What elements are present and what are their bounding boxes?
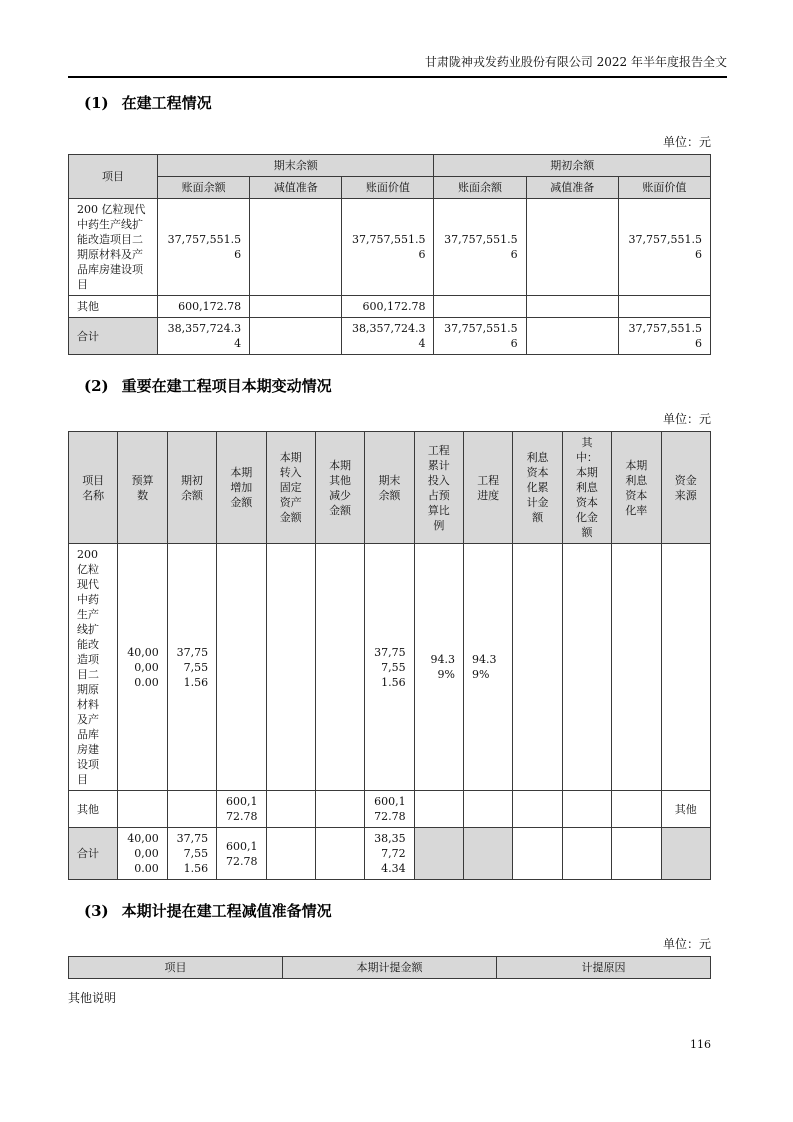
total-row xyxy=(69,828,711,880)
section1-number: (1) xyxy=(84,94,109,112)
percent-cell xyxy=(464,791,513,828)
amount-cell: 37,757,551.56 xyxy=(167,828,216,880)
amount-cell xyxy=(266,544,315,791)
column-header: 账面余额 xyxy=(158,177,250,199)
amount-cell: 38,357,724.34 xyxy=(365,828,414,880)
funding-source-cell xyxy=(661,544,711,791)
section3-heading xyxy=(68,904,711,919)
column-header: 账面价值 xyxy=(618,177,710,199)
column-header: 工程进度 xyxy=(464,432,513,544)
column-header: 工程累计投入占预算比例 xyxy=(414,432,463,544)
funding-source-cell xyxy=(661,828,711,880)
amount-cell: 600,172.78 xyxy=(342,296,434,318)
column-header: 其中：本期利息资本化金额 xyxy=(562,432,611,544)
report-title: 甘肃陇神戎发药业股份有限公司 2022 年半年度报告全文 xyxy=(424,55,727,69)
amount-cell: 38,357,724.34 xyxy=(342,318,434,355)
section2-title: 重要在建工程项目本期变动情况 xyxy=(121,377,332,395)
column-header: 预算数 xyxy=(118,432,167,544)
amount-cell xyxy=(562,544,611,791)
project-name-cell: 200 亿粒现代中药生产线扩能改造项目二期原材料及产品库房建设项目 xyxy=(69,199,158,296)
funding-source-cell: 其他 xyxy=(661,791,711,828)
total-label-cell: 合计 xyxy=(69,318,158,355)
amount-cell xyxy=(513,828,562,880)
amount-cell: 600,172.78 xyxy=(217,791,266,828)
column-header: 减值准备 xyxy=(526,177,618,199)
other-notes-label: 其他说明 xyxy=(68,991,117,1005)
column-header: 本期其他减少金额 xyxy=(315,432,364,544)
amount-cell: 40,000,000.00 xyxy=(118,544,167,791)
amount-cell: 40,000,000.00 xyxy=(118,828,167,880)
impairment-provision-table xyxy=(68,956,711,979)
section3-unit-label: 单位：元 xyxy=(662,937,711,951)
column-header: 项目 xyxy=(69,957,283,979)
amount-cell: 37,757,551.56 xyxy=(434,318,526,355)
amount-cell xyxy=(118,791,167,828)
page-number: 116 xyxy=(690,1038,711,1051)
amount-cell xyxy=(526,318,618,355)
column-header: 期初余额 xyxy=(167,432,216,544)
column-header: 账面余额 xyxy=(434,177,526,199)
amount-cell xyxy=(266,828,315,880)
column-header: 本期利息资本化率 xyxy=(612,432,661,544)
column-header: 资金来源 xyxy=(661,432,711,544)
section3-number: (3) xyxy=(84,902,109,920)
page-content xyxy=(68,76,711,1006)
column-header: 本期增加金额 xyxy=(217,432,266,544)
amount-cell xyxy=(526,296,618,318)
amount-cell xyxy=(315,544,364,791)
amount-cell: 37,757,551.56 xyxy=(618,318,710,355)
amount-cell xyxy=(612,544,661,791)
table-row xyxy=(69,199,711,296)
amount-cell: 38,357,724.34 xyxy=(158,318,250,355)
column-header: 本期计提金额 xyxy=(283,957,497,979)
amount-cell xyxy=(167,791,216,828)
amount-cell: 600,172.78 xyxy=(365,791,414,828)
amount-cell: 37,757,551.56 xyxy=(618,199,710,296)
column-header: 期末余额 xyxy=(365,432,414,544)
percent-cell xyxy=(414,791,463,828)
column-header: 利息资本化累计金额 xyxy=(513,432,562,544)
amount-cell xyxy=(612,828,661,880)
section2-heading xyxy=(68,379,711,394)
amount-cell: 37,757,551.56 xyxy=(434,199,526,296)
table-row xyxy=(69,544,711,791)
row-label-cell: 其他 xyxy=(69,296,158,318)
section1-unit-label: 单位：元 xyxy=(662,135,711,149)
column-group-ending-balance: 期末余额 xyxy=(158,155,434,177)
column-header-project: 项目 xyxy=(69,155,158,199)
total-row xyxy=(69,318,711,355)
amount-cell xyxy=(618,296,710,318)
amount-cell: 600,172.78 xyxy=(158,296,250,318)
column-header: 计提原因 xyxy=(497,957,711,979)
table-row xyxy=(69,791,711,828)
amount-cell: 37,757,551.56 xyxy=(158,199,250,296)
project-period-changes-table xyxy=(68,431,711,880)
percent-cell: 94.39% xyxy=(464,544,513,791)
section3-title: 本期计提在建工程减值准备情况 xyxy=(121,902,332,920)
construction-in-progress-table xyxy=(68,154,711,355)
amount-cell xyxy=(434,296,526,318)
column-header: 项目名称 xyxy=(69,432,118,544)
page-header xyxy=(68,55,727,78)
amount-cell xyxy=(250,296,342,318)
column-group-beginning-balance: 期初余额 xyxy=(434,155,711,177)
section2-number: (2) xyxy=(84,377,109,395)
percent-cell xyxy=(414,828,463,880)
amount-cell xyxy=(250,318,342,355)
amount-cell: 37,757,551.56 xyxy=(342,199,434,296)
amount-cell xyxy=(562,791,611,828)
amount-cell xyxy=(562,828,611,880)
percent-cell xyxy=(464,828,513,880)
amount-cell xyxy=(250,199,342,296)
section1-heading xyxy=(68,96,711,111)
amount-cell xyxy=(526,199,618,296)
amount-cell xyxy=(217,544,266,791)
table-row xyxy=(69,296,711,318)
section2-unit-label: 单位：元 xyxy=(662,412,711,426)
amount-cell: 37,757,551.56 xyxy=(365,544,414,791)
total-label-cell: 合计 xyxy=(69,828,118,880)
amount-cell xyxy=(612,791,661,828)
percent-cell: 94.39% xyxy=(414,544,463,791)
amount-cell: 600,172.78 xyxy=(217,828,266,880)
amount-cell xyxy=(315,828,364,880)
section1-title: 在建工程情况 xyxy=(121,94,212,112)
amount-cell xyxy=(513,791,562,828)
column-header: 账面价值 xyxy=(342,177,434,199)
row-label-cell: 其他 xyxy=(69,791,118,828)
amount-cell xyxy=(266,791,315,828)
amount-cell: 37,757,551.56 xyxy=(167,544,216,791)
column-header: 减值准备 xyxy=(250,177,342,199)
amount-cell xyxy=(513,544,562,791)
amount-cell xyxy=(315,791,364,828)
column-header: 本期转入固定资产金额 xyxy=(266,432,315,544)
project-name-cell: 200 亿粒现代中药生产线扩能改造项目二期原材料及产品库房建设项目 xyxy=(69,544,118,791)
